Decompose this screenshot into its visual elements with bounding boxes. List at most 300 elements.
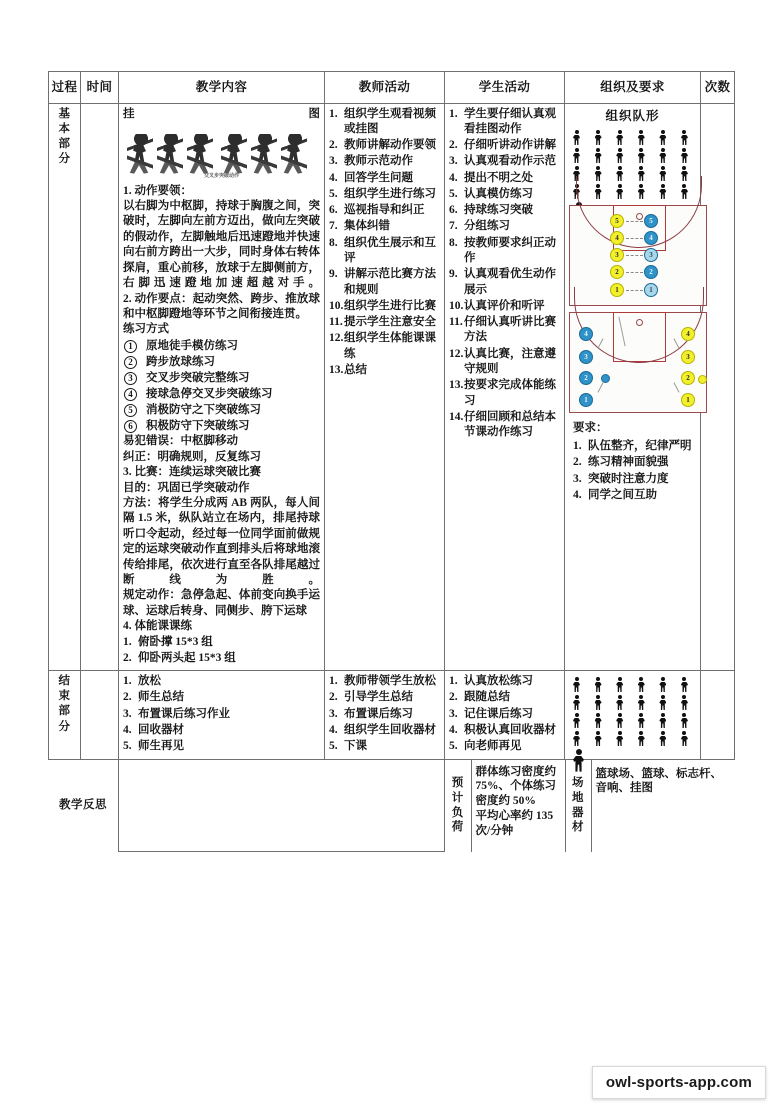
player-marker-blue: 1 [579, 393, 593, 407]
content-paragraph-1: 以右脚为中枢脚，持球于胸腹之间，突破时，左脚向左前方迈出，做向左突破的假动作，左脚触地后迅速蹬地并快速向右前方跨出一大步，同时身体右转体探肩，重心前移，放球于左脚侧前方，右脚迅速蹬地加速超越对手。 [123, 200, 320, 290]
header-process [49, 72, 81, 104]
circle-number-icon: 4 [124, 388, 137, 401]
content-heading-4: 4. 体能课课练 [123, 620, 192, 633]
player-marker-blue: 4 [579, 327, 593, 341]
list-item [449, 410, 560, 441]
chart-label-left: 挂 [123, 107, 135, 120]
load-label [445, 760, 471, 852]
closing-time-cell [81, 671, 119, 759]
closing-content-text: 师生再见 [138, 740, 184, 753]
student-figure-icon [595, 677, 602, 692]
player-marker-blue: 4 [644, 231, 658, 245]
item-number: 3. [573, 472, 582, 485]
hoop-icon [636, 213, 643, 220]
student-figure-icon [638, 130, 645, 145]
item-number: 5. [329, 187, 338, 200]
teacher-activity-text: 讲解示范比赛方法和规则 [344, 268, 436, 296]
item-number: 5. [329, 740, 338, 753]
item-number: 3. [329, 155, 338, 168]
player-marker-yellow: 5 [610, 214, 624, 228]
student-figure-icon [681, 731, 688, 746]
equipment-value: 篮球场、篮球、标志杆、音响、挂图 [591, 760, 735, 852]
formation-row [571, 731, 694, 746]
closing-content-text: 回收器材 [138, 723, 184, 736]
competition-purpose: 目的：巩固已学突破动作 [123, 481, 250, 494]
item-number: 12. [329, 332, 344, 345]
item-number: 1. [449, 107, 458, 120]
student-figure-icon [616, 713, 623, 728]
closing-teacher-text: 下课 [344, 740, 367, 753]
correction-line: 纠正：明确规则，反复练习 [123, 450, 261, 463]
item-number: 13. [329, 364, 344, 376]
student-activity-text: 提出不明之处 [464, 171, 533, 184]
header-organization: 组织及要求 [565, 72, 701, 104]
student-figure-icon [573, 695, 580, 710]
list-item [573, 488, 694, 503]
list-item [449, 674, 560, 689]
player-marker-yellow: 4 [681, 327, 695, 341]
student-figure-icon [616, 677, 623, 692]
practice-item-text: 交叉步突破完整练习 [146, 371, 250, 384]
movement-arrow [673, 382, 679, 392]
main-time-cell [81, 103, 119, 671]
table-header-row [49, 72, 735, 104]
item-number: 4. [329, 723, 338, 736]
list-item [449, 203, 560, 218]
item-number: 2. [123, 691, 132, 704]
student-figure-icon [638, 713, 645, 728]
closing-formation-diagram [569, 674, 696, 746]
list-item [449, 236, 560, 267]
header-time [81, 72, 119, 104]
student-activity-text: 认真观看优生动作展示 [464, 268, 556, 296]
item-number: 7. [329, 220, 338, 233]
list-item [123, 370, 320, 386]
item-number: 2. [123, 651, 132, 664]
closing-student-activity-cell [445, 671, 565, 759]
equipment-label-text: 场地器材 [572, 776, 584, 834]
requirement-text: 队伍整齐，纪律严明 [588, 440, 692, 453]
circle-number-icon: 5 [124, 404, 137, 417]
list-item [329, 690, 440, 705]
list-item [449, 378, 560, 409]
teacher-activity-text: 组织学生进行练习 [344, 187, 436, 200]
student-figure-icon [659, 148, 666, 163]
formation-row [571, 713, 694, 728]
teacher-activity-list [329, 107, 440, 379]
student-figure-icon [573, 130, 580, 145]
list-item [449, 267, 560, 298]
list-item [329, 674, 440, 689]
hoop-icon [636, 319, 643, 326]
list-item [123, 651, 320, 666]
item-number: 7. [449, 220, 458, 233]
student-figure-icon [595, 130, 602, 145]
closing-content-text: 放松 [138, 675, 161, 688]
list-item [449, 154, 560, 169]
movement-arrow [597, 382, 603, 392]
item-number: 5. [123, 740, 132, 753]
formation-row [571, 677, 694, 692]
player-marker-yellow: 1 [681, 393, 695, 407]
fitness-items-list [123, 635, 320, 667]
list-item [329, 331, 440, 362]
load-density-line: 群体练习密度约 75%、个体练习密度约 50% [475, 765, 556, 808]
closing-content-cell [119, 671, 325, 759]
student-figure-icon [681, 130, 688, 145]
main-process-label-text: 基本部分 [58, 107, 71, 166]
load-wrapper [445, 759, 565, 852]
student-figure-icon [659, 130, 666, 145]
watermark: owl-sports-app.com [592, 1066, 766, 1099]
list-item [449, 723, 560, 738]
main-organization-cell [565, 103, 701, 671]
load-heartrate-line: 平均心率约 135 次/分钟 [475, 810, 554, 838]
item-number: 2. [449, 139, 458, 152]
student-figure-icon [681, 695, 688, 710]
teacher-activity-text: 提示学生注意安全 [344, 316, 436, 329]
main-process-label [49, 103, 81, 671]
reflection-label [49, 760, 119, 852]
item-number: 2. [449, 691, 458, 704]
item-number: 3. [123, 707, 132, 720]
load-table [445, 760, 565, 852]
movement-arrow [626, 238, 643, 239]
item-number: 4. [449, 723, 458, 736]
hanging-chart-label [123, 107, 320, 122]
student-activity-text: 仔细认真听讲比赛方法 [464, 316, 556, 344]
item-number: 4. [573, 489, 582, 502]
header-count [701, 72, 735, 104]
main-section-row [49, 103, 735, 671]
item-number: 5. [449, 187, 458, 200]
requirement-text: 突破时注意力度 [588, 472, 669, 485]
header-teacher-activity: 教师活动 [325, 72, 445, 104]
item-number: 1. [573, 440, 582, 453]
closing-teacher-text: 布置课后练习 [344, 707, 413, 720]
list-item [329, 187, 440, 202]
requirements-block [569, 417, 696, 506]
student-figure-icon [638, 695, 645, 710]
header-content: 教学内容 [119, 72, 325, 104]
header-student-activity: 学生活动 [445, 72, 565, 104]
reflection-value-cell [119, 759, 445, 852]
student-activity-text: 分组练习 [464, 220, 510, 233]
fitness-item-text: 俯卧撑 15*3 组 [138, 635, 213, 648]
student-figure-icon [616, 130, 623, 145]
formation-row [571, 148, 694, 163]
list-item [123, 739, 320, 754]
header-time-text: 时间 [86, 80, 113, 94]
content-heading-2: 2. 动作要点： [123, 292, 193, 305]
item-number: 11. [329, 316, 343, 329]
player-marker-yellow: 2 [610, 265, 624, 279]
list-item [329, 315, 440, 330]
student-figure-icon [659, 731, 666, 746]
list-item [123, 402, 320, 418]
equipment-label [565, 760, 591, 852]
item-number: 2. [573, 456, 582, 469]
student-activity-text: 按要求完成体能练习 [464, 379, 556, 407]
list-item [329, 707, 440, 722]
content-heading-1: 1. 动作要领： [123, 184, 192, 197]
list-item [123, 635, 320, 650]
student-activity-text: 认真比赛，注意遵守规则 [464, 347, 556, 375]
item-number: 1. [449, 675, 458, 688]
requirement-text: 同学之间互助 [588, 489, 657, 502]
item-number: 12. [449, 347, 464, 360]
circle-number-icon: 1 [124, 340, 137, 353]
player-marker-yellow: 1 [610, 283, 624, 297]
practice-item-text: 跨步放球练习 [146, 355, 215, 368]
player-marker-blue: 1 [644, 283, 658, 297]
closing-organization-cell [565, 671, 701, 759]
closing-student-text: 记住课后练习 [464, 707, 533, 720]
teacher-activity-text: 总结 [344, 364, 367, 376]
list-item [449, 707, 560, 722]
item-number: 6. [449, 204, 458, 217]
list-item [449, 138, 560, 153]
closing-process-label [49, 671, 81, 759]
teacher-activity-text: 组织学生体能课课练 [344, 332, 436, 360]
load-label-text: 预计负荷 [451, 776, 464, 834]
circle-number-icon: 3 [124, 372, 137, 385]
closing-count-cell [701, 671, 735, 759]
list-item [123, 723, 320, 738]
closing-content-text: 布置课后练习作业 [138, 707, 230, 720]
list-item [329, 219, 440, 234]
item-number: 10. [329, 299, 344, 312]
item-number: 3. [329, 707, 338, 720]
closing-teacher-text: 组织学生回收器材 [344, 723, 436, 736]
practice-method-label: 练习方式 [123, 323, 169, 336]
closing-teacher-activity-cell [325, 671, 445, 759]
requirements-list [573, 439, 694, 503]
list-item [449, 171, 560, 186]
item-number: 4. [449, 171, 458, 184]
list-item [123, 674, 320, 689]
closing-process-label-text: 结束部分 [58, 675, 71, 733]
item-number: 6. [329, 204, 338, 217]
lesson-plan-table [48, 71, 735, 852]
list-item [573, 455, 694, 470]
item-number: 4. [329, 171, 338, 184]
header-count-text: 次数 [704, 80, 731, 94]
student-figure-icon [681, 677, 688, 692]
student-figure-icon [573, 731, 580, 746]
teacher-activity-text: 组织学生观看视频或挂图 [344, 107, 436, 135]
reflection-label-table [49, 760, 119, 852]
list-item [123, 418, 320, 434]
formation-row [571, 695, 694, 710]
student-figure-icon [595, 713, 602, 728]
player-marker-blue: 5 [644, 214, 658, 228]
reflection-row [49, 759, 735, 852]
reflection-label-text: 教学反思 [59, 799, 107, 812]
fitness-item-text: 仰卧两头起 15*3 组 [138, 651, 236, 664]
list-item [329, 299, 440, 314]
player-marker-yellow: 2 [681, 371, 695, 385]
list-item [123, 338, 320, 354]
item-number: 1. [123, 675, 132, 688]
list-item [449, 107, 560, 138]
reflection-label-wrapper [49, 759, 119, 852]
list-item [573, 472, 694, 487]
item-number: 1. [123, 635, 132, 648]
movement-arrow [626, 255, 643, 256]
student-figure-icon [659, 677, 666, 692]
load-value [471, 760, 565, 852]
practice-item-text: 接球急停交叉步突破练习 [146, 388, 273, 401]
item-number: 3. [449, 707, 458, 720]
teacher-activity-text: 教师讲解动作要领 [344, 139, 436, 152]
practice-item-text: 消极防守之下突破练习 [146, 404, 261, 417]
list-item [449, 347, 560, 378]
item-number: 11. [449, 316, 463, 329]
item-number: 13. [449, 379, 464, 392]
item-number: 9. [329, 268, 338, 281]
list-item [123, 707, 320, 722]
closing-student-text: 跟随总结 [464, 691, 510, 704]
list-item [329, 138, 440, 153]
student-activity-text: 认真评价和听评 [464, 299, 545, 312]
student-figure-icon [573, 677, 580, 692]
list-item [449, 315, 560, 346]
item-number: 2. [329, 691, 338, 704]
list-item [449, 299, 560, 314]
list-item [123, 690, 320, 705]
list-item [329, 723, 440, 738]
chart-label-right: 图 [308, 107, 320, 120]
list-item [449, 187, 560, 202]
player-marker-blue: 2 [644, 265, 658, 279]
list-item [449, 690, 560, 705]
student-figure-icon [616, 695, 623, 710]
closing-teacher-list [329, 674, 440, 754]
closing-teacher-text: 引导学生总结 [344, 691, 413, 704]
student-activity-text: 认真模仿练习 [464, 187, 533, 200]
list-item [329, 171, 440, 186]
student-figure-icon [659, 695, 666, 710]
student-activity-text: 仔细听讲动作讲解 [464, 139, 556, 152]
player-marker-blue: 3 [579, 350, 593, 364]
list-item [449, 219, 560, 234]
closing-content-list [123, 674, 320, 754]
student-figure-icon [616, 731, 623, 746]
item-number: 10. [449, 299, 464, 312]
student-activity-text: 按教师要求纠正动作 [464, 236, 556, 265]
player-marker-blue: 2 [579, 371, 593, 385]
closing-teacher-text: 教师带领学生放松 [344, 675, 436, 688]
teacher-activity-text: 集体纠错 [344, 220, 390, 233]
teacher-activity-text: 组织优生展示和互评 [344, 236, 436, 265]
player-marker-yellow: 4 [610, 231, 624, 245]
content-paragraph-2: 起动突然、跨步、推放球和中枢脚蹬地等环节之间衔接连贯。 [123, 292, 320, 320]
student-figure-icon [638, 677, 645, 692]
item-number: 8. [449, 236, 458, 249]
closing-student-text: 向老师再见 [464, 740, 522, 753]
item-number: 4. [123, 723, 132, 736]
crossover-dribble-illustration [123, 124, 320, 180]
student-activity-text: 持球练习突破 [464, 204, 533, 217]
main-teacher-activity-cell [325, 103, 445, 671]
main-student-activity-cell [445, 103, 565, 671]
item-number: 1. [329, 675, 338, 688]
requirements-title: 要求： [573, 422, 608, 434]
student-figure-icon [681, 713, 688, 728]
list-item [329, 236, 440, 267]
teacher-activity-text: 巡视指导和纠正 [344, 204, 425, 217]
teacher-activity-text: 组织学生进行比赛 [344, 299, 436, 312]
equipment-table [565, 760, 735, 852]
main-content-cell [119, 103, 325, 671]
student-figure-icon [595, 731, 602, 746]
closing-section-row [49, 671, 735, 759]
formation-title: 组织队形 [605, 108, 660, 123]
header-process-text: 过程 [51, 80, 78, 94]
item-number: 14. [449, 410, 464, 423]
list-item [329, 267, 440, 298]
content-heading-3: 3. 比赛：连续运球突破比赛 [123, 466, 261, 479]
required-moves: 规定动作：急停急起、体前变向换手运球、运球后转身、同侧步、胯下运球 [123, 589, 320, 617]
practice-item-text: 积极防守下突破练习 [146, 420, 250, 433]
list-item [449, 739, 560, 754]
item-number: 2. [329, 139, 338, 152]
student-figure-icon [681, 148, 688, 163]
practice-items-list [123, 338, 320, 435]
formation-row [571, 130, 694, 145]
student-figure-icon [595, 148, 602, 163]
movement-arrow [626, 221, 643, 222]
closing-student-list [449, 674, 560, 754]
closing-student-text: 认真放松练习 [464, 675, 533, 688]
circle-number-icon: 6 [124, 420, 137, 433]
list-item [123, 354, 320, 370]
list-item [123, 386, 320, 402]
list-item [329, 739, 440, 754]
student-activity-list [449, 107, 560, 441]
student-activity-text: 学生要仔细认真观看挂图动作 [464, 107, 556, 135]
teacher-activity-text: 教师示范动作 [344, 155, 413, 168]
list-item [329, 203, 440, 218]
student-figure-icon [595, 695, 602, 710]
player-marker-yellow: 3 [681, 350, 695, 364]
movement-arrow [626, 272, 643, 273]
teacher-activity-text: 回答学生问题 [344, 171, 413, 184]
list-item [329, 107, 440, 138]
circle-number-icon: 2 [124, 356, 137, 369]
item-number: 8. [329, 236, 338, 249]
competition-method: 方法：将学生分成两 AB 两队，每人间隔 1.5 米，纵队站立在场内，排尾持球听口令起动，经过每一位同学面前做规定的运球突破动作直到排头后将球地滚传给排尾，依次进行直至各队排尾越过断线为胜。 [123, 496, 320, 586]
practice-item-text: 原地徒手模仿练习 [146, 339, 238, 352]
student-figure-icon [616, 148, 623, 163]
student-figure-icon [659, 713, 666, 728]
item-number: 3. [449, 155, 458, 168]
equipment-wrapper [565, 759, 735, 852]
item-number: 1. [329, 107, 338, 120]
item-number: 9. [449, 268, 458, 281]
list-item [573, 439, 694, 454]
common-error-line: 易犯错误：中枢脚移动 [123, 435, 238, 448]
student-activity-text: 仔细回顾和总结本节课动作练习 [464, 410, 556, 439]
item-number: 5. [449, 740, 458, 753]
list-item [329, 363, 440, 378]
student-activity-text: 认真观看动作示范 [464, 155, 556, 168]
illustration-caption: 交叉步突破动作 [203, 174, 240, 180]
requirement-text: 练习精神面貌强 [588, 456, 669, 469]
closing-student-text: 积极认真回收器材 [464, 723, 556, 736]
closing-content-text: 师生总结 [138, 691, 184, 704]
